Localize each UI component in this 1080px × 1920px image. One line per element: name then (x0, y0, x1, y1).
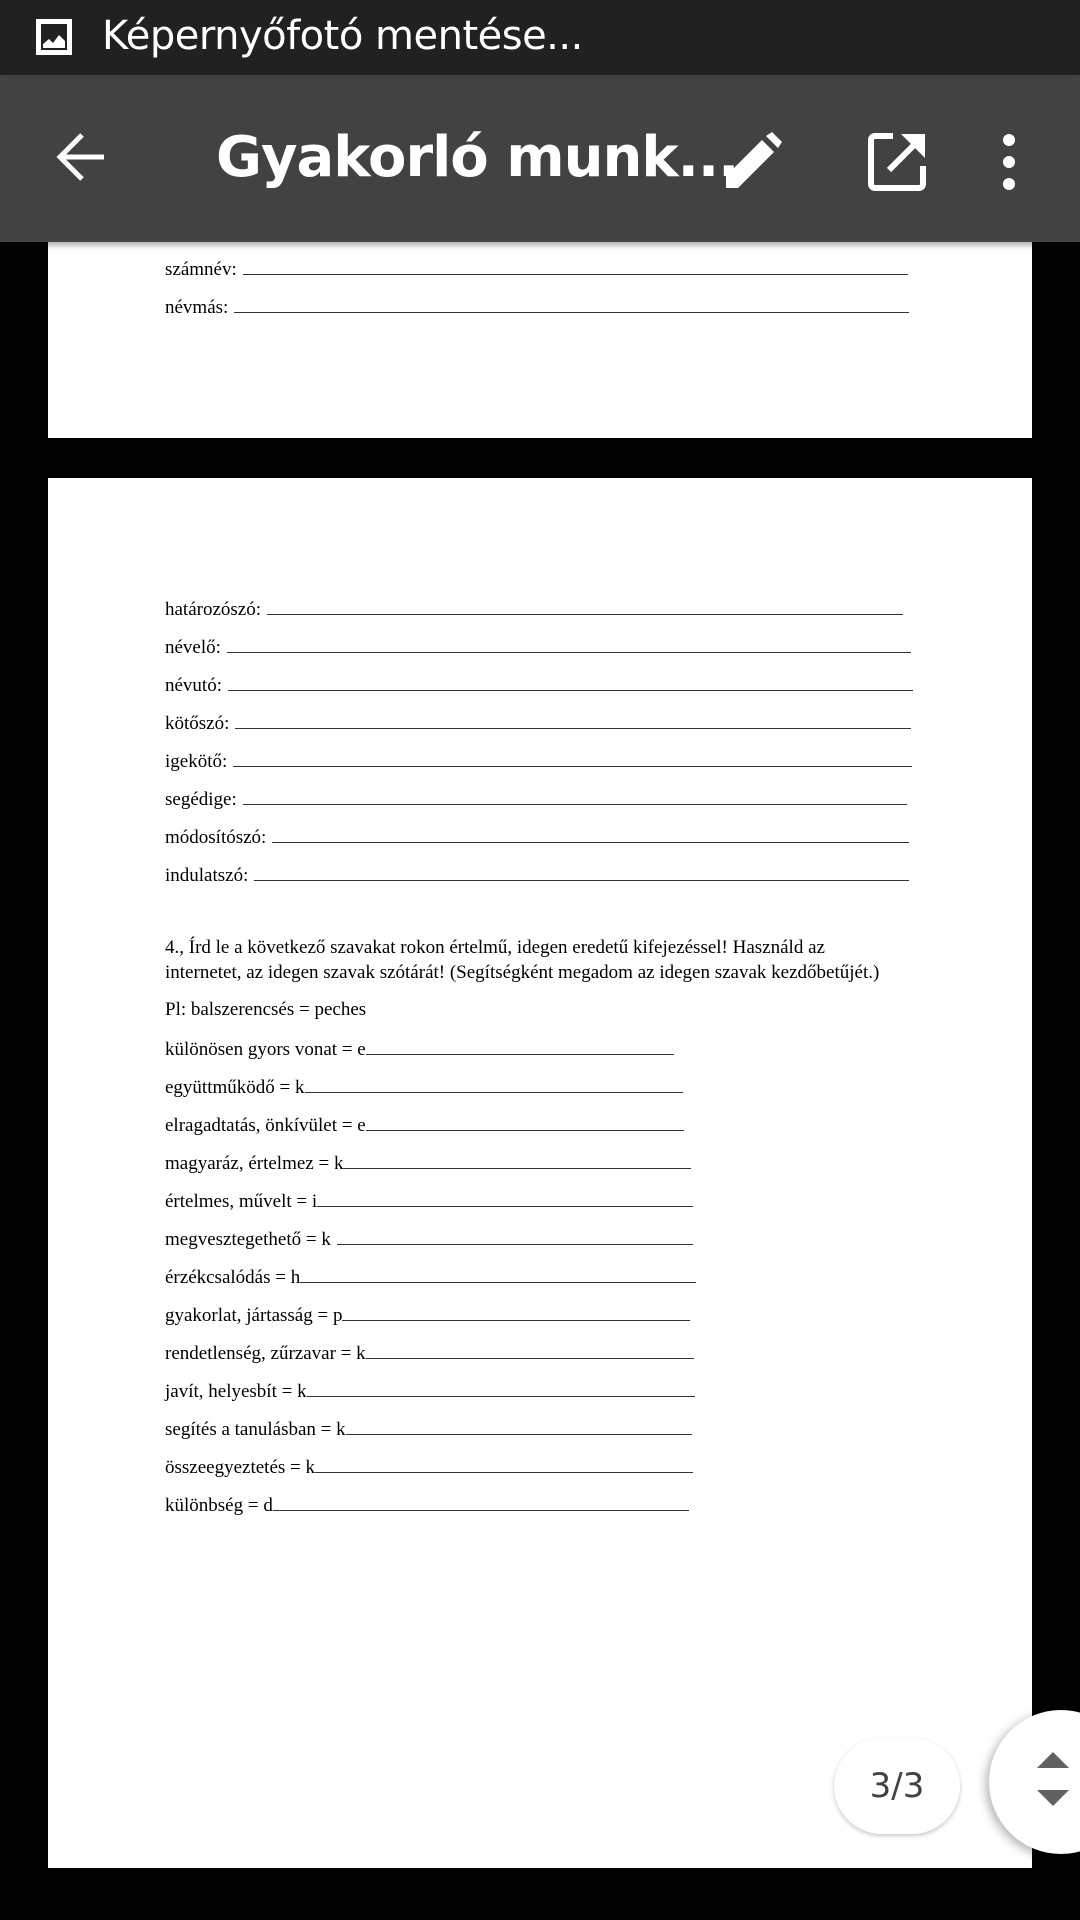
answer-blank (243, 256, 908, 275)
task-item-prompt: együttműködő = k (165, 1077, 305, 1098)
arrow-up-icon (1037, 1752, 1069, 1768)
answer-blank (307, 1378, 695, 1397)
screenshot-image-icon (34, 17, 74, 57)
task-item-prompt: megvesztegethető = k (165, 1229, 331, 1250)
task-item (165, 1378, 695, 1404)
fill-line-label: segédige: (165, 789, 237, 810)
answer-blank (273, 1492, 689, 1511)
answer-blank (272, 824, 909, 843)
arrow-down-icon (1037, 1790, 1069, 1806)
status-notification-text: Képernyőfotó mentése... (102, 13, 583, 59)
task-item-prompt: magyaráz, értelmez = k (165, 1153, 344, 1174)
task-item-prompt: segítés a tanulásban = k (165, 1419, 346, 1440)
answer-blank (366, 1112, 684, 1131)
task-item (165, 1036, 674, 1062)
fill-line (165, 634, 911, 660)
fill-line (165, 824, 909, 850)
fill-line-label: számnév: (165, 259, 237, 280)
task-item-prompt: gyakorlat, jártasság = p (165, 1305, 343, 1326)
task-item (165, 1454, 693, 1480)
task-item (165, 1188, 693, 1214)
answer-blank (366, 1340, 694, 1359)
fill-line-label: névelő: (165, 637, 221, 658)
task-item-prompt: rendetlenség, zűrzavar = k (165, 1343, 366, 1364)
answer-blank (233, 748, 912, 767)
fill-line-label: határozószó: (165, 599, 262, 620)
fill-line-label: névmás: (165, 297, 229, 318)
answer-blank (235, 710, 911, 729)
fill-line-label: indulatszó: (165, 865, 249, 886)
answer-blank (234, 294, 909, 313)
task-4-example: Pl: balszerencsés = peches (165, 999, 367, 1020)
fill-line (165, 786, 907, 812)
open-in-new-icon[interactable] (865, 130, 929, 194)
task-item-prompt: érzékcsalódás = h (165, 1267, 301, 1288)
answer-blank (305, 1074, 683, 1093)
task-item-prompt: javít, helyesbít = k (165, 1381, 307, 1402)
pencil-icon[interactable] (720, 130, 784, 194)
page-indicator: 3/3 (834, 1738, 960, 1834)
fill-line (165, 862, 909, 888)
task-item-prompt: különösen gyors vonat = e (165, 1039, 366, 1060)
task-4-instruction-line-2: internetet, az idegen szavak szótárát! (Segítségként megadom az idegen szavak kezdőbetűjét.) (165, 962, 880, 983)
status-bar (0, 0, 1080, 75)
answer-blank (227, 634, 911, 653)
task-item (165, 1492, 689, 1518)
task-item (165, 1150, 691, 1176)
answer-blank (300, 1264, 696, 1283)
answer-blank (366, 1036, 674, 1055)
task-4-instruction (165, 935, 925, 985)
task-item (165, 1340, 694, 1366)
fill-line (165, 672, 913, 698)
answer-blank (315, 1454, 693, 1473)
task-item (165, 1226, 693, 1252)
document-title: Gyakorló munk... (216, 125, 739, 190)
task-item (165, 1416, 692, 1442)
fill-line-label: névutó: (165, 675, 222, 696)
task-item (165, 1302, 690, 1328)
answer-blank (228, 672, 913, 691)
answer-blank (317, 1188, 693, 1207)
answer-blank (254, 862, 909, 881)
task-item (165, 1112, 684, 1138)
answer-blank (342, 1302, 690, 1321)
task-item-prompt: különbség = d (165, 1495, 273, 1516)
fill-line-label: kötőszó: (165, 713, 230, 734)
app-toolbar (0, 75, 1080, 242)
fill-line-label: módosítószó: (165, 827, 267, 848)
task-item (165, 1264, 696, 1290)
fill-line (165, 596, 903, 622)
answer-blank (337, 1226, 693, 1245)
fill-line (165, 294, 909, 320)
answer-blank (343, 1150, 691, 1169)
answer-blank (267, 596, 903, 615)
arrow-back-icon[interactable] (52, 127, 112, 187)
task-item-prompt: összeegyeztetés = k (165, 1457, 315, 1478)
answer-blank (243, 786, 907, 805)
more-vert-icon[interactable] (985, 130, 1033, 194)
task-item-prompt: elragadtatás, önkívület = e (165, 1115, 366, 1136)
task-item-prompt: értelmes, művelt = i (165, 1191, 318, 1212)
fill-line (165, 748, 912, 774)
answer-blank (346, 1416, 692, 1435)
fill-line-label: igekötő: (165, 751, 228, 772)
task-item (165, 1074, 683, 1100)
task-4-instruction-line-1: 4., Írd le a következő szavakat rokon értelmű, idegen eredetű kifejezéssel! Használd az (165, 937, 825, 958)
fill-line (165, 256, 908, 282)
fill-line (165, 710, 911, 736)
